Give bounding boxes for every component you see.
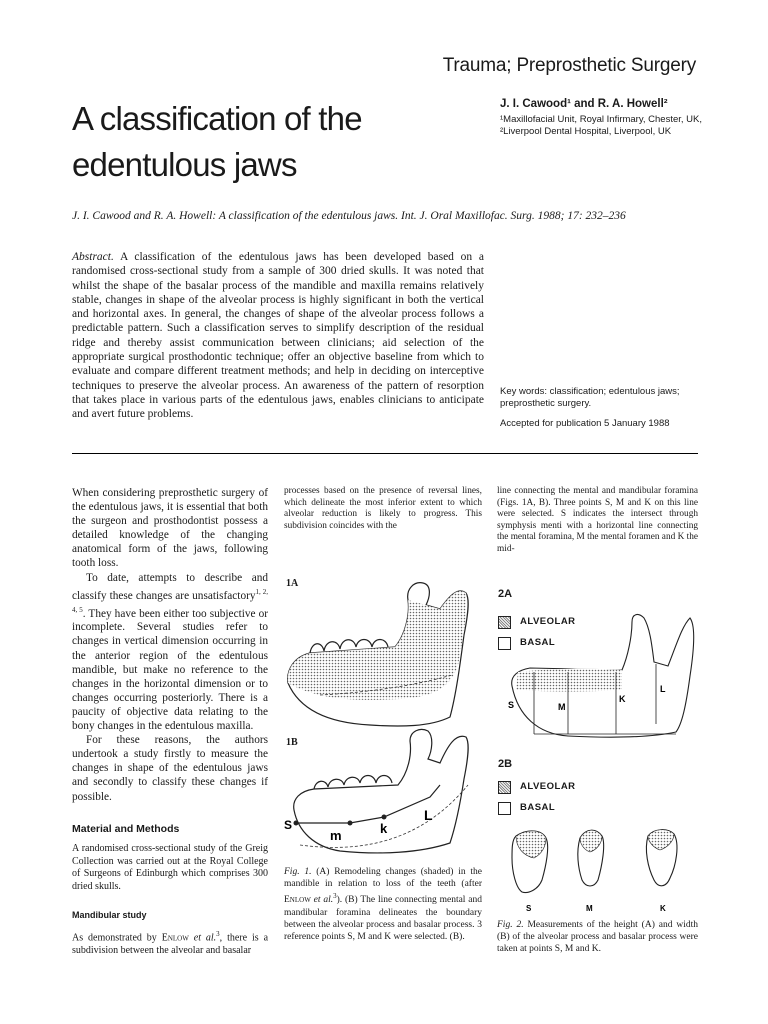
figure-2-caption: [497, 919, 698, 956]
mandibular-text-b: , there is a subdivision between the alveolar and basalar: [72, 932, 269, 956]
fig2a-label-l: L: [660, 684, 666, 694]
figure-2a-diagram: [498, 606, 702, 746]
point-s-marker: [294, 821, 299, 826]
intro-paragraph-3: For these reasons, the authors undertook a study firstly to measure the changes in shape of the edentulous jaws and secondly to classify these changes if possible.: [72, 734, 268, 803]
fig2a-label-k: K: [619, 694, 626, 704]
intro-p2-text-b: . They have been either too subjective or incomplete. Several studies refer to changes in vertical dimension occurring in the anterior region of the edentulous mandible, but make no reference to the changes in the horizontal dimension or to changes occurring posteriorly. There is a paucity of objective data relating to the bony changes in the edentulous maxilla.: [72, 607, 268, 733]
legend-basal-label-2b: BASAL: [520, 802, 556, 813]
fig1-caption-b: ). (B) The line connecting mental and mandibular foramina delineates the boundary between the alveolar process and basalar process. 3 reference points S, M and K were selected. (B).: [284, 895, 483, 943]
citation-line: J. I. Cawood and R. A. Howell: A classification of the edentulous jaws. Int. J. Oral Maxillofac. Surg. 1988; 17: 232–236: [72, 210, 626, 222]
figure-2a-label: 2A: [498, 588, 513, 600]
mandible-1a-shaded-region: [288, 591, 467, 700]
fig1-caption-enlow: Enlow: [284, 895, 311, 906]
intro-p2-text-a: To date, attempts to describe and classify these changes are unsatisfactory: [72, 571, 268, 602]
intro-paragraph-2: [72, 571, 268, 734]
fig1-caption-etal: et al.: [310, 895, 334, 906]
mandibular-ref: 3: [216, 930, 220, 938]
fig1-caption-a: (A) Remodeling changes (shaded) in the mandible in relation to loss of the teeth (after: [284, 867, 482, 890]
figure-1-caption: [284, 866, 482, 943]
figure-1a-diagram: [280, 575, 490, 740]
heading-material-methods: Material and Methods: [72, 823, 180, 835]
point-m-marker: [348, 821, 353, 826]
figure-1b-label: 1B: [286, 737, 298, 748]
legend-alveolar-label-2b: ALVEOLAR: [520, 781, 576, 792]
intro-paragraph-1: When considering preprosthetic surgery of the edentulous jaws, it is essential that both the surgeon and prosthodontist possess a detailed knowledge of the changing anatomical form of the jaws, following tooth loss.: [72, 487, 268, 570]
article-title: A classification of the edentulous jaws: [72, 100, 362, 183]
fig2b-label-k: K: [660, 904, 666, 913]
keywords: Key words: classification; edentulous jaws; preprosthetic surgery.: [500, 386, 680, 409]
mandibular-etal: et al.: [188, 932, 217, 944]
legend-alveolar-label: ALVEOLAR: [520, 616, 576, 627]
fig2-caption-text: Measurements of the height (A) and width (B) of the alveolar process and basalar process were taken at points S, M and K.: [497, 920, 698, 955]
intro-p2-refs: 1, 2, 4, 5: [72, 587, 269, 614]
fig2a-label-m: M: [558, 702, 566, 712]
abstract: [72, 250, 484, 422]
body-column-3: line connecting the mental and mandibular foramina (Figs. 1A, B). Three points S, M and K on this line were selected. S indicates the intersect through symphysis menti with a horizontal line connecting the mental foramina, M the mental foramen and K the mid-: [497, 486, 698, 554]
mandibular-paragraph: [72, 928, 268, 957]
mandibular-text-a: As demonstrated by: [72, 932, 162, 944]
fig1b-label-k: k: [380, 821, 388, 836]
fig2b-label-m: M: [586, 904, 593, 913]
point-k-marker: [382, 815, 387, 820]
mandible-2a-shaded-alveolar: [516, 669, 622, 692]
body-column-1: [72, 486, 268, 804]
author-affiliations: ¹Maxillofacial Unit, Royal Infirmary, Chester, UK, ²Liverpool Dental Hospital, Liverpool, UK: [500, 114, 703, 137]
fig2b-label-s: S: [526, 904, 532, 913]
legend-basal-swatch-2b: [498, 802, 511, 815]
section-heading: Trauma; Preprosthetic Surgery: [442, 55, 696, 76]
heading-mandibular-study: Mandibular study: [72, 910, 147, 920]
fig2a-label-s: S: [508, 700, 515, 710]
section-divider: [72, 453, 698, 454]
author-line: J. I. Cawood¹ and R. A. Howell²: [500, 98, 668, 110]
fig1b-label-s: S: [284, 818, 293, 832]
figure-2b-label: 2B: [498, 758, 513, 770]
figure-2b-diagram: [498, 822, 702, 914]
legend-basal-label: BASAL: [520, 637, 556, 648]
mandibular-enlow: Enlow: [161, 932, 189, 944]
body-column-2: processes based on the presence of reversal lines, which delineate the most inferior extent to which alveolar reduction is likely to progress. This subdivision coincides with the: [284, 486, 482, 531]
abstract-label: Abstract.: [72, 251, 114, 263]
figure-1a-label: 1A: [286, 578, 299, 589]
figure-1b-diagram: [280, 725, 490, 865]
fig2-caption-label: Fig. 2.: [497, 920, 524, 930]
methods-paragraph: A randomised cross-sectional study of the Greig Collection was carried out at the Royal College of Surgeons of Edinburgh which comprises 300 dried skulls.: [72, 843, 268, 892]
fig1b-label-m: m: [330, 828, 342, 843]
fig1-caption-ref: 3: [333, 892, 337, 901]
legend-alveolar-swatch-2b: [498, 781, 511, 794]
abstract-text: A classification of the edentulous jaws has been developed based on a randomised cross-sectional study from a sample of 300 dried skulls. It was noted that whilst the shape of the basalar process of the mandible and maxilla remains relatively stable, changes in shape of the alveolar process is highly significant in both the vertical and horizontal axes. In general, the changes of shape of the alveolar process follows a predictable pattern. Such a classification serves to simplify description of the residual ridge and thereby assist communication between clinicians; aid selection of the appropriate surgical prosthodontic technique; offer an objective baseline from which to evaluate and compare different treatment methods; and help in deciding on interceptive techniques to preserve the alveolar process. An awareness of the pattern of resorption that takes place in various parts of the edentulous jaws, enables clinicians to anticipate and avert future problems.: [72, 251, 484, 421]
accepted-date: Accepted for publication 5 January 1988: [500, 418, 670, 429]
fig1-caption-label: Fig. 1.: [284, 867, 312, 877]
fig1b-label-l: L: [424, 807, 433, 823]
